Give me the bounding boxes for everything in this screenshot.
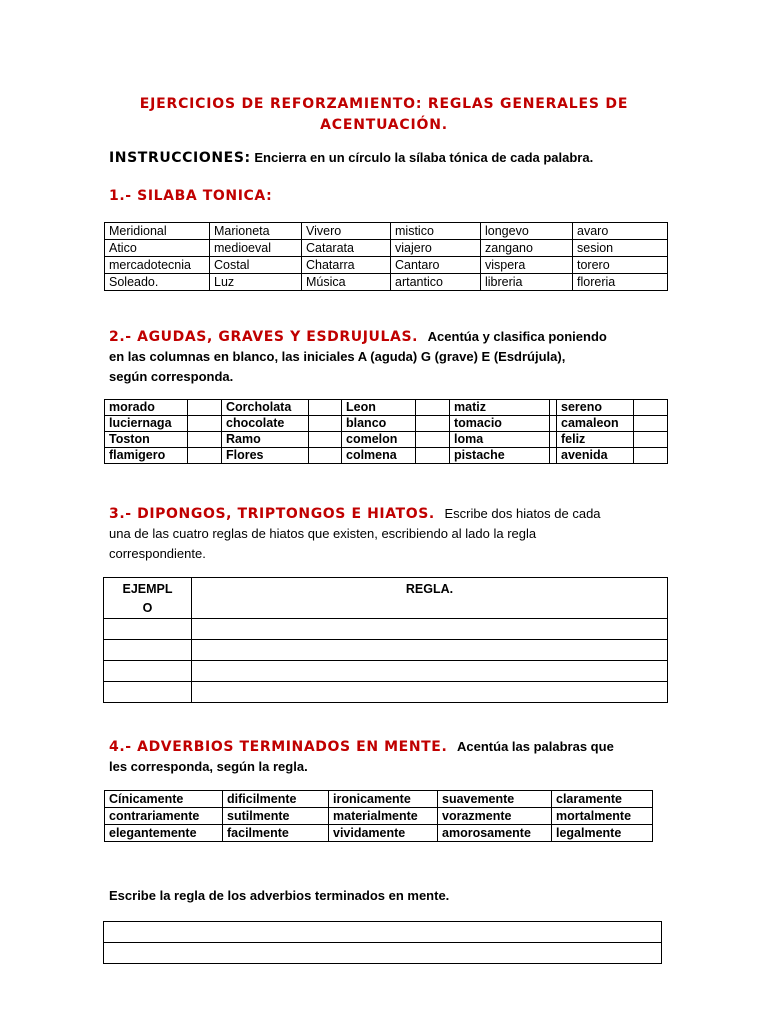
table-cell: longevo [481,223,573,240]
ejemplo-cell[interactable] [104,640,192,661]
table-row [105,416,668,432]
regla-cell[interactable] [192,619,668,640]
table-cell: floreria [573,274,668,291]
section3-header-row [104,578,668,619]
table-cell: torero [573,257,668,274]
table-cell: Meridional [105,223,210,240]
table-cell: mortalmente [552,808,653,825]
table-cell: facilmente [223,825,329,842]
table-cell: Ramo [222,432,309,448]
table-row [105,400,668,416]
answer-blank-cell[interactable] [309,416,342,432]
answer-blank-cell[interactable] [188,416,222,432]
ejemplo-cell[interactable] [104,661,192,682]
table-cell: legalmente [552,825,653,842]
table-cell: blanco [342,416,416,432]
section2-text-3: según corresponda. [109,369,234,384]
section4-heading: 4.- ADVERBIOS TERMINADOS EN MENTE. [109,739,448,755]
document-title [0,94,768,136]
answer-row [104,922,662,943]
table-cell: Catarata [302,240,391,257]
section2-table [104,399,668,464]
table-row [105,791,653,808]
table-cell: sesion [573,240,668,257]
table-cell: ironicamente [329,791,438,808]
table-cell: flamigero [105,448,188,464]
answer-blank-cell[interactable] [309,448,342,464]
table-cell: comelon [342,432,416,448]
table-cell: chocolate [222,416,309,432]
table-cell: Vivero [302,223,391,240]
answer-blank-cell[interactable] [550,416,557,432]
section4-intro [109,737,669,777]
table-cell: Cantaro [391,257,481,274]
answer-blank-cell[interactable] [416,416,450,432]
table-cell: Atico [105,240,210,257]
answer-blank-cell[interactable] [550,432,557,448]
table-cell: feliz [557,432,634,448]
section5-text: Escribe la regla de los adverbios terminados en mente. [109,888,450,903]
regla-cell[interactable] [192,682,668,703]
table-cell: vorazmente [438,808,552,825]
table-row [105,274,668,291]
section3-text-2: una de las cuatro reglas de hiatos que existen, escribiendo al lado la regla [109,526,537,541]
table-cell: sutilmente [223,808,329,825]
table-cell: camaleon [557,416,634,432]
table-cell: dificilmente [223,791,329,808]
section3-table [103,577,668,703]
section2-heading: 2.- AGUDAS, GRAVES Y ESDRUJULAS. [109,329,419,345]
section3-row [104,661,668,682]
answer-blank-cell[interactable] [416,400,450,416]
table-cell: contrariamente [105,808,223,825]
table-cell: morado [105,400,188,416]
answer-cell[interactable] [104,943,662,964]
table-cell: materialmente [329,808,438,825]
table-cell: avenida [557,448,634,464]
ejemplo-cell[interactable] [104,682,192,703]
table-cell: artantico [391,274,481,291]
section3-heading: 3.- DIPONGOS, TRIPTONGOS E HIATOS. [109,506,435,522]
table-row [105,808,653,825]
table-cell: amorosamente [438,825,552,842]
table-cell: Toston [105,432,188,448]
section3-row [104,619,668,640]
table-cell: medioeval [210,240,302,257]
table-cell: libreria [481,274,573,291]
section2-text-1: Acentúa y clasifica poniendo [427,329,607,344]
answer-blank-cell[interactable] [634,448,668,464]
instructions-text: Encierra en un círculo la sílaba tónica de cada palabra. [254,150,594,165]
table-cell: Marioneta [210,223,302,240]
answer-blank-cell[interactable] [188,448,222,464]
section3-intro [109,504,669,564]
section3-header-regla: REGLA. [192,578,668,619]
section2-text-2: en las columnas en blanco, las iniciales A (aguda) G (grave) E (Esdrújula), [109,349,566,364]
table-cell: colmena [342,448,416,464]
table-row [105,223,668,240]
answer-cell[interactable] [104,922,662,943]
section1-heading: 1.- SILABA TONICA: [109,188,273,204]
table-cell: vispera [481,257,573,274]
table-cell: mercadotecnia [105,257,210,274]
table-cell: avaro [573,223,668,240]
table-cell: Costal [210,257,302,274]
regla-cell[interactable] [192,661,668,682]
section3-text-1: Escribe dos hiatos de cada [444,506,601,521]
section3-row [104,640,668,661]
table-cell: Flores [222,448,309,464]
table-row [105,257,668,274]
table-cell: Corcholata [222,400,309,416]
answer-blank-cell[interactable] [309,400,342,416]
instructions-label: INSTRUCCIONES: [109,150,251,166]
table-cell: claramente [552,791,653,808]
answer-blank-cell[interactable] [550,448,557,464]
section5-table [103,921,662,964]
section4-table [104,790,653,842]
table-cell: suavemente [438,791,552,808]
table-cell: Chatarra [302,257,391,274]
table-row [105,825,653,842]
table-cell: vividamente [329,825,438,842]
answer-blank-cell[interactable] [634,432,668,448]
table-row [105,448,668,464]
answer-row [104,943,662,964]
table-cell: elegantemente [105,825,223,842]
table-row [105,432,668,448]
regla-cell[interactable] [192,640,668,661]
table-cell: zangano [481,240,573,257]
section3-row [104,682,668,703]
table-cell: sereno [557,400,634,416]
table-cell: Leon [342,400,416,416]
answer-blank-cell[interactable] [634,416,668,432]
table-cell: Soleado. [105,274,210,291]
answer-blank-cell[interactable] [309,432,342,448]
table-cell: viajero [391,240,481,257]
table-cell: luciernaga [105,416,188,432]
section3-header-ejemplo [104,578,192,619]
section1-table [104,222,668,291]
table-row [105,240,668,257]
section3-text-3: correspondiente. [109,546,206,561]
table-cell: Música [302,274,391,291]
section2-intro [109,327,669,387]
table-cell: matiz [450,400,550,416]
answer-blank-cell[interactable] [416,432,450,448]
answer-blank-cell[interactable] [634,400,668,416]
answer-blank-cell[interactable] [188,432,222,448]
section4-text-2: les corresponda, según la regla. [109,759,308,774]
answer-blank-cell[interactable] [188,400,222,416]
table-cell: loma [450,432,550,448]
ejemplo-cell[interactable] [104,619,192,640]
ejemplo-label-line-2: O [142,601,153,615]
instructions [109,150,593,166]
table-cell: pistache [450,448,550,464]
table-cell: Cínicamente [105,791,223,808]
table-cell: mistico [391,223,481,240]
title-line-1: EJERCICIOS DE REFORZAMIENTO: REGLAS GENERALES DE [139,96,629,112]
table-cell: tomacio [450,416,550,432]
answer-blank-cell[interactable] [416,448,450,464]
section4-text-1: Acentúa las palabras que [457,739,614,754]
title-line-2: ACENTUACIÓN. [320,117,448,133]
table-cell: Luz [210,274,302,291]
answer-blank-cell[interactable] [550,400,557,416]
ejemplo-label-line-1: EJEMPL [122,582,173,596]
